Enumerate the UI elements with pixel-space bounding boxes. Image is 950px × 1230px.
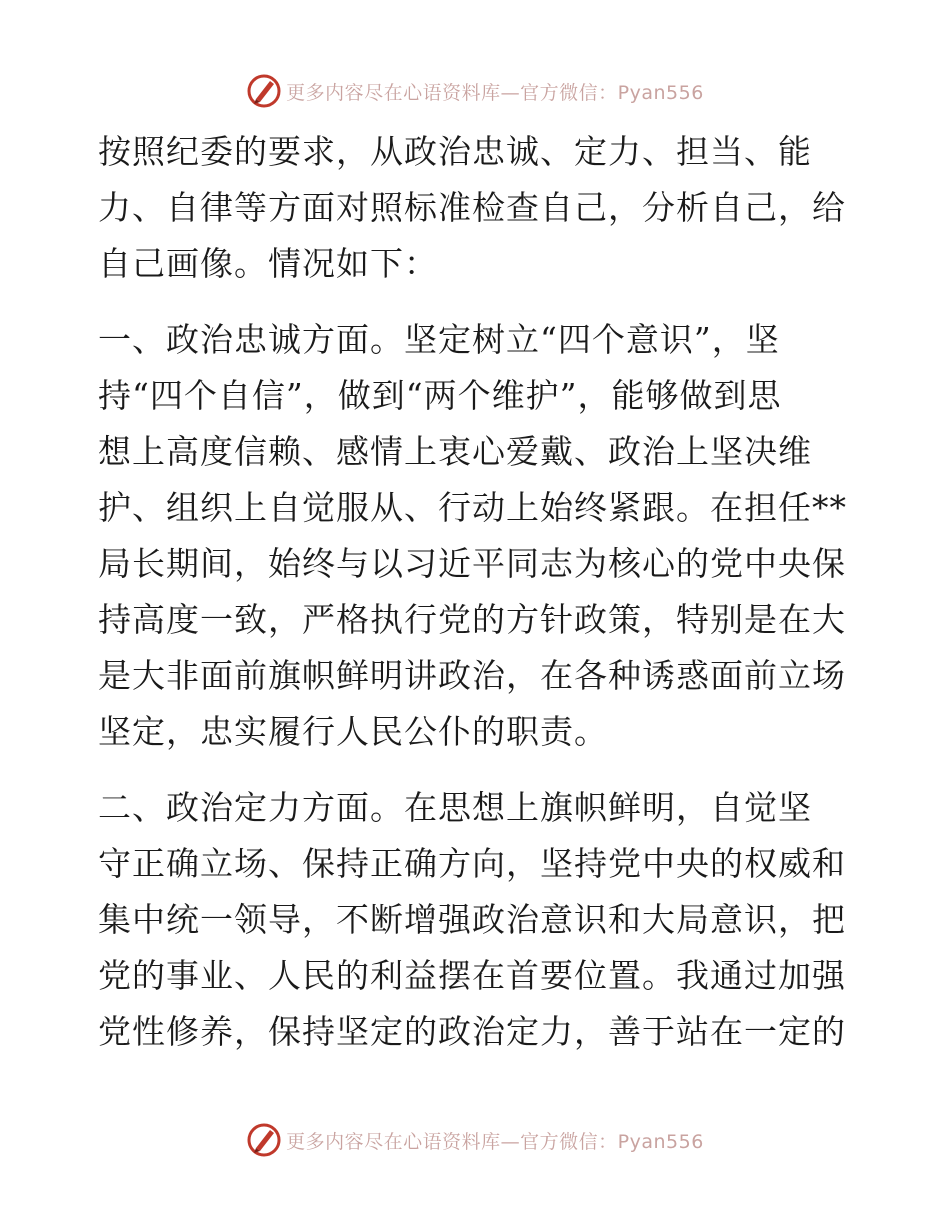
text-line: 是大非面前旗帜鲜明讲政治，在各种诱惑面前立场: [98, 656, 846, 695]
pen-logo-icon: [246, 1122, 282, 1158]
paragraph-political-loyalty: [98, 312, 858, 760]
text-line: 守正确立场、保持正确方向，坚持党中央的权威和: [98, 844, 846, 883]
paragraph-political-determination: [98, 780, 858, 1060]
text-line: 按照纪委的要求，从政治忠诚、定力、担当、能: [98, 132, 812, 171]
text-line: 自己画像。情况如下：: [98, 244, 438, 283]
header-banner: [0, 71, 950, 111]
text-line: 想上高度信赖、感情上衷心爱戴、政治上坚决维: [98, 432, 812, 471]
text-line: 持“四个自信”，做到“两个维护”，能够做到思: [98, 376, 782, 415]
pen-logo-icon: [246, 73, 282, 109]
text-line: 集中统一领导，不断增强政治意识和大局意识，把: [98, 900, 846, 939]
paragraph-intro: [98, 124, 858, 292]
text-line: 一、政治忠诚方面。坚定树立“四个意识”，坚: [98, 320, 780, 359]
text-line: 坚定，忠实履行人民公仆的职责。: [98, 712, 608, 751]
text-line: 二、政治定力方面。在思想上旗帜鲜明，自觉坚: [98, 788, 812, 827]
footer-banner-text: 更多内容尽在心语资料库—官方微信：Pyan556: [286, 1130, 704, 1153]
text-line: 力、自律等方面对照标准检查自己，分析自己，给: [98, 188, 846, 227]
text-line: 党性修养，保持坚定的政治定力，善于站在一定的: [98, 1012, 846, 1051]
document-body: [98, 124, 858, 1080]
text-line: 局长期间，始终与以习近平同志为核心的党中央保: [98, 544, 846, 583]
text-line: 持高度一致，严格执行党的方针政策，特别是在大: [98, 600, 846, 639]
text-line: 护、组织上自觉服从、行动上始终紧跟。在担任**: [98, 488, 847, 527]
header-banner-text: 更多内容尽在心语资料库—官方微信：Pyan556: [286, 81, 704, 104]
text-line: 党的事业、人民的利益摆在首要位置。我通过加强: [98, 956, 846, 995]
footer-banner: [0, 1120, 950, 1160]
